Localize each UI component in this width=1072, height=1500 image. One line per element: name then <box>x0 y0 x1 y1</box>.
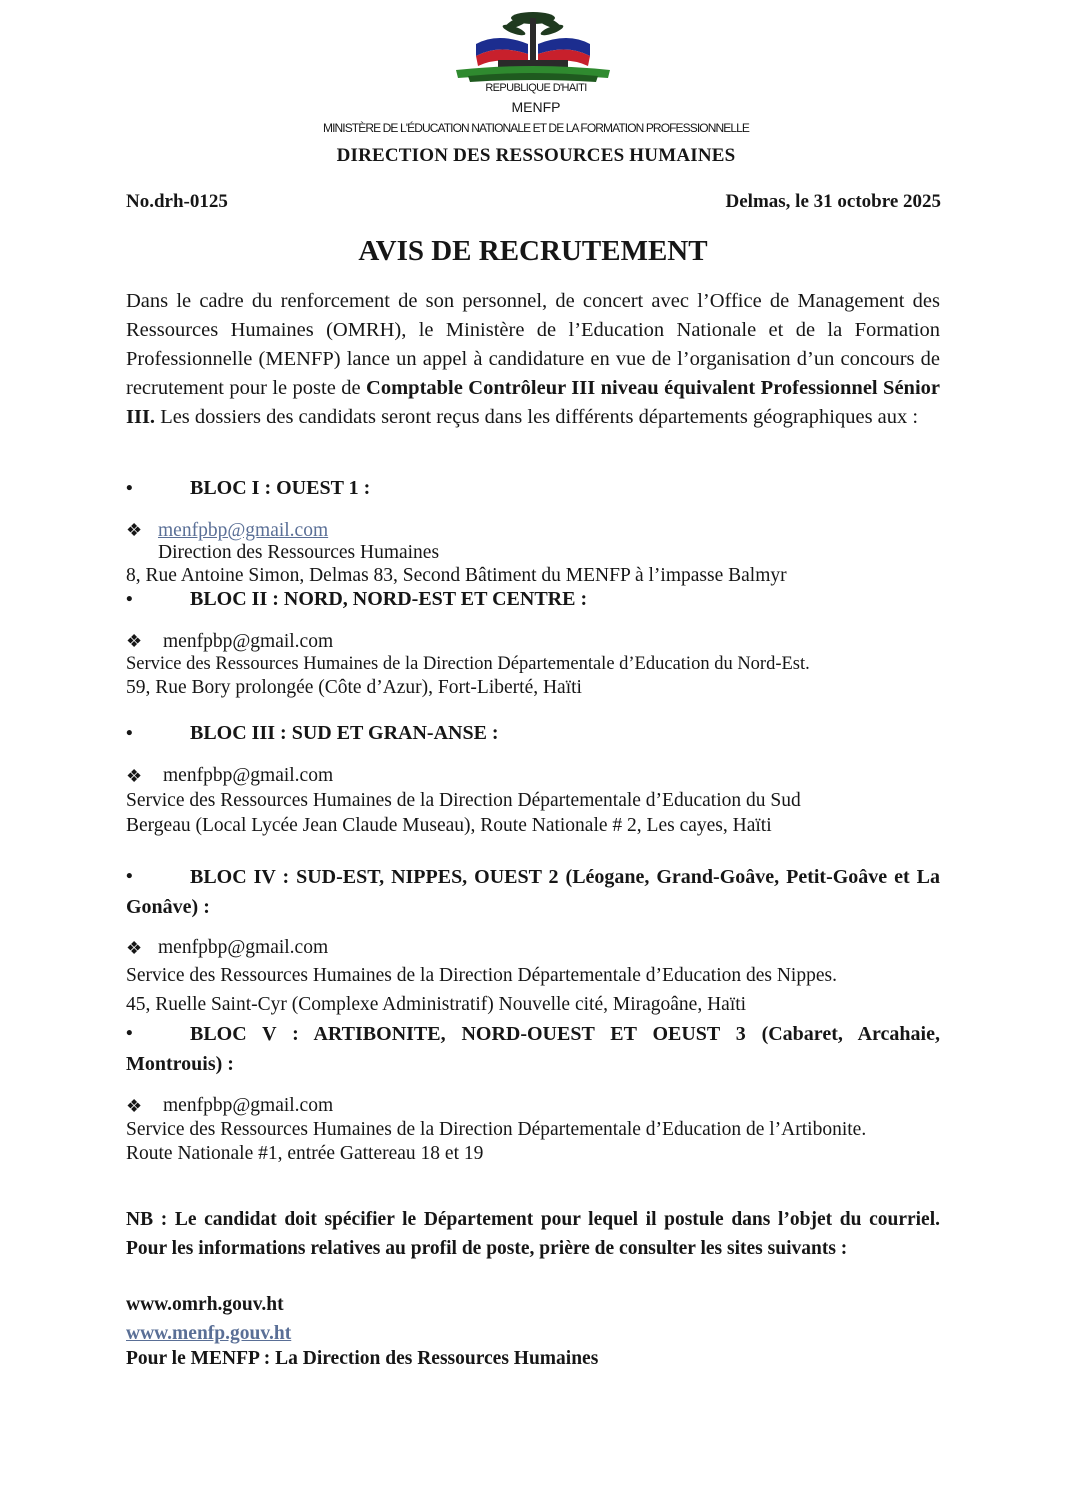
bullet-icon: • <box>126 478 133 499</box>
signature-line: Pour le MENFP : La Direction des Ressources Humaines <box>126 1348 599 1369</box>
post-title: Comptable Contrôleur III niveau équivalent Professionnel Sénior III. <box>126 377 940 428</box>
website-menfp-link[interactable]: www.menfp.gouv.ht <box>126 1323 292 1344</box>
diamond-bullet-icon: ❖ <box>126 766 143 786</box>
bullet-icon: • <box>126 1023 133 1044</box>
bloc-1-title: BLOC I : OUEST 1 : <box>190 477 371 499</box>
intro-text-before: Dans le cadre du renforcement de son personnel, de concert avec l’Office de Management des Ressources Humaines (OMRH), le Ministère de l’Education Nationale et de la Formation Professionnelle (MENFP) lance un appel à candidature en vue de l’organisation d’un concours de recrutement pour le poste de <box>126 290 940 399</box>
document-date: Delmas, le 31 octobre 2025 <box>725 191 941 212</box>
bloc-4-office: Service des Ressources Humaines de la Direction Départementale d’Education des Nippes. <box>126 965 837 986</box>
bloc-4-title: BLOC IV : SUD-EST, NIPPES, OUEST 2 (Léogane, Grand-Goâve, Petit-Goâve et La Gonâve) : <box>126 866 940 918</box>
bloc-3-address: Bergeau (Local Lycée Jean Claude Museau), Route Nationale # 2, Les cayes, Haïti <box>126 815 772 836</box>
diamond-bullet-icon: ❖ <box>126 938 143 958</box>
bloc-3-email: menfpbp@gmail.com <box>163 765 334 786</box>
bloc-1-office: Direction des Ressources Humaines <box>158 542 440 563</box>
bloc-5-address: Route Nationale #1, entrée Gattereau 18 et 19 <box>126 1143 484 1164</box>
bloc-1-email-link[interactable]: menfpbp@gmail.com <box>158 520 329 541</box>
haiti-coat-of-arms-icon <box>448 4 618 86</box>
bloc-3-office: Service des Ressources Humaines de la Direction Départementale d’Education du Sud <box>126 790 801 811</box>
bloc-3-title: BLOC III : SUD ET GRAN-ANSE : <box>190 722 499 744</box>
intro-text-after: Les dossiers des candidats seront reçus dans les différents départements géographiques aux : <box>155 406 919 428</box>
diamond-bullet-icon: ❖ <box>126 520 143 540</box>
bullet-icon: • <box>126 723 133 744</box>
website-omrh: www.omrh.gouv.ht <box>126 1294 284 1315</box>
bloc-4-address: 45, Ruelle Saint-Cyr (Complexe Administratif) Nouvelle cité, Miragoâne, Haïti <box>126 994 747 1015</box>
bloc-1-address: 8, Rue Antoine Simon, Delmas 83, Second Bâtiment du MENFP à l’impasse Balmyr <box>126 565 787 586</box>
bloc-2-title: BLOC II : NORD, NORD-EST ET CENTRE : <box>190 588 588 610</box>
bloc-2-address: 59, Rue Bory prolongée (Côte d’Azur), Fort-Liberté, Haïti <box>126 677 582 698</box>
bloc-5-email: menfpbp@gmail.com <box>163 1095 334 1116</box>
ministry-acronym: MENFP <box>511 99 561 115</box>
nb-note: NB : Le candidat doit spécifier le Département pour lequel il postule dans l’objet du courriel. Pour les informations relatives au profil de poste, prière de consulter les sites suivants : <box>126 1209 940 1259</box>
republic-label: REPUBLIQUE D'HAITI <box>485 82 587 94</box>
ministry-full-name: MINISTÈRE DE L'ÉDUCATION NATIONALE ET DE LA FORMATION PROFESSIONNELLE <box>322 121 750 135</box>
intro-paragraph <box>126 287 940 432</box>
bullet-icon: • <box>126 866 133 887</box>
bloc-4-email: menfpbp@gmail.com <box>158 937 329 958</box>
diamond-bullet-icon: ❖ <box>126 1096 143 1116</box>
bullet-icon: • <box>126 589 133 610</box>
reference-number: No.drh-0125 <box>126 191 228 212</box>
bloc-5-office: Service des Ressources Humaines de la Direction Départementale d’Education de l’Artibonite. <box>126 1119 867 1140</box>
notice-title: AVIS DE RECRUTEMENT <box>358 235 708 267</box>
direction-title: DIRECTION DES RESSOURCES HUMAINES <box>336 145 736 166</box>
bloc-2-office: Service des Ressources Humaines de la Direction Départementale d’Education du Nord-Est. <box>126 654 810 674</box>
diamond-bullet-icon: ❖ <box>126 631 143 651</box>
bloc-2-email: menfpbp@gmail.com <box>163 631 334 652</box>
bloc-5-title: BLOC V : ARTIBONITE, NORD-OUEST ET OEUST 3 (Cabaret, Arcahaie, Montrouis) : <box>126 1023 940 1075</box>
